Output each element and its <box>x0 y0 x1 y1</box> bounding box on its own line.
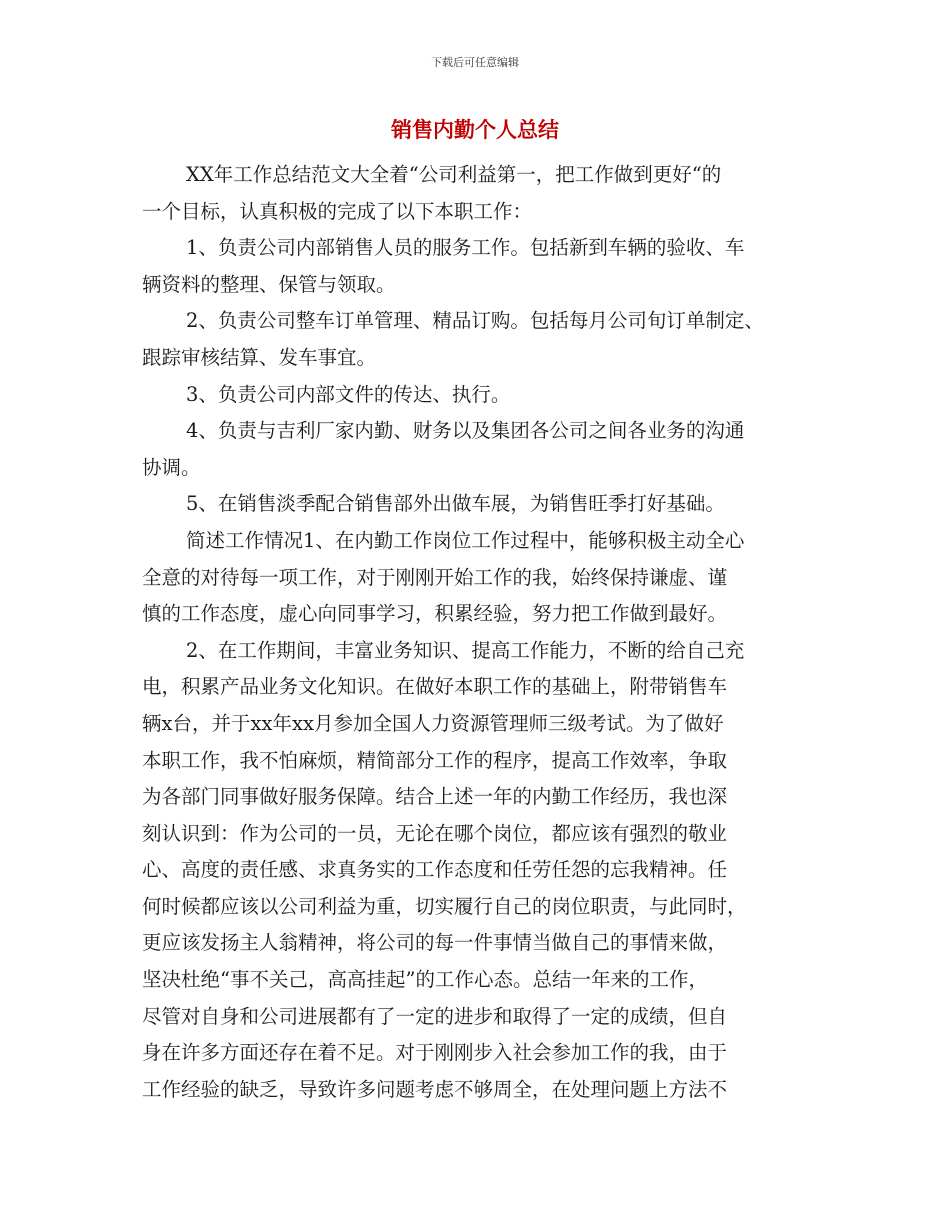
body-line: 尽管对自身和公司进展都有了一定的进步和取得了一定的成绩，但自 <box>142 1004 728 1028</box>
body-line: 协调。 <box>142 455 201 479</box>
body-line: 3、负责公司内部文件的传达、执行。 <box>186 382 511 406</box>
body-line: 工作经验的缺乏，导致许多问题考虑不够周全，在处理问题上方法不 <box>142 1077 728 1101</box>
body-line: 一个目标，认真积极的完成了以下本职工作： <box>142 199 533 223</box>
body-line: 2、负责公司整车订单管理、精品订购。包括每月公司旬订单制定、 <box>186 309 764 333</box>
body-line: 何时候都应该以公司利益为重，切实履行自己的岗位职责，与此同时， <box>142 894 747 918</box>
body-line: 辆资料的整理、保管与领取。 <box>142 272 396 296</box>
body-line: 身在许多方面还存在着不足。对于刚刚步入社会参加工作的我，由于 <box>142 1041 728 1065</box>
body-line: 5、在销售淡季配合销售部外出做车展，为销售旺季打好基础。 <box>186 492 725 516</box>
body-line: 2、在工作期间，丰富业务知识、提高工作能力，不断的给自己充 <box>186 638 745 662</box>
body-line: 4、负责与吉利厂家内勤、财务以及集团各公司之间各业务的沟通 <box>186 419 745 443</box>
body-line: 慎的工作态度，虚心向同事学习，积累经验，努力把工作做到最好。 <box>142 602 728 626</box>
body-line: 电，积累产品业务文化知识。在做好本职工作的基础上，附带销售车 <box>142 675 728 699</box>
document-body <box>142 157 814 1108</box>
body-line: 跟踪审核结算、发车事宜。 <box>142 345 377 369</box>
body-line: 本职工作，我不怕麻烦，精简部分工作的程序，提高工作效率，争取 <box>142 748 728 772</box>
body-line: 坚决杜绝“事不关己，高高挂起”的工作心态。总结一年来的工作， <box>142 968 708 992</box>
body-line: 1、负责公司内部销售人员的服务工作。包括新到车辆的验收、车 <box>186 236 745 260</box>
body-line: 心、高度的责任感、求真务实的工作态度和任劳任怨的忘我精神。任 <box>142 858 728 882</box>
document-title: 销售内勤个人总结 <box>391 118 559 142</box>
body-line: 更应该发扬主人翁精神，将公司的每一件事情当做自己的事情来做， <box>142 931 728 955</box>
body-line: 刻认识到：作为公司的一员，无论在哪个岗位，都应该有强烈的敬业 <box>142 821 728 845</box>
body-line: 辆x台，并于xx年xx月参加全国人力资源管理师三级考试。为了做好 <box>142 711 724 735</box>
body-line: 简述工作情况1、在内勤工作岗位工作过程中，能够积极主动全心 <box>186 528 745 552</box>
header-note: 下载后可任意编辑 <box>431 56 519 69</box>
body-line: 为各部门同事做好服务保障。结合上述一年的内勤工作经历，我也深 <box>142 785 728 809</box>
body-line: XX年工作总结范文大全着“公司利益第一，把工作做到更好“的 <box>186 163 722 186</box>
body-line: 全意的对待每一项工作，对于刚刚开始工作的我，始终保持谦虚、谨 <box>142 565 728 589</box>
